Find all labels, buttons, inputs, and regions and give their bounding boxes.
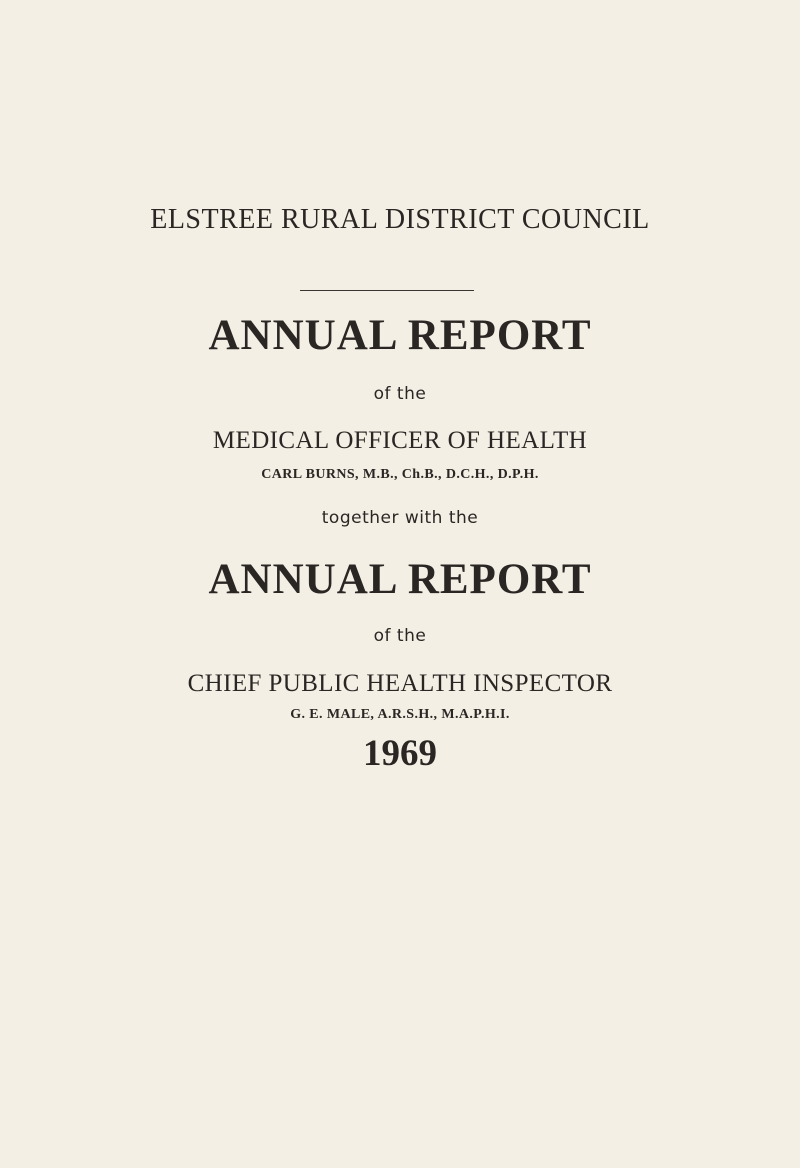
of-the-text: of the [373, 384, 427, 404]
medical-officer-heading: MEDICAL OFFICER OF HEALTH [212, 427, 588, 454]
report-title-inspector: ANNUAL REPORT [208, 556, 592, 603]
council-name: ELSTREE RURAL DISTRICT COUNCIL [150, 204, 650, 235]
report-year: 1969 [363, 733, 437, 774]
medical-officer-name: CARL BURNS, M.B., Ch.B., D.C.H., D.P.H. [261, 467, 539, 482]
inspector-heading: CHIEF PUBLIC HEALTH INSPECTOR [187, 670, 613, 697]
title-divider [300, 290, 474, 291]
of-the-text: of the [373, 626, 427, 646]
report-title-medical: ANNUAL REPORT [208, 312, 592, 359]
inspector-name: G. E. MALE, A.R.S.H., M.A.P.H.I. [290, 707, 510, 722]
together-with-text: together with the [321, 508, 479, 528]
